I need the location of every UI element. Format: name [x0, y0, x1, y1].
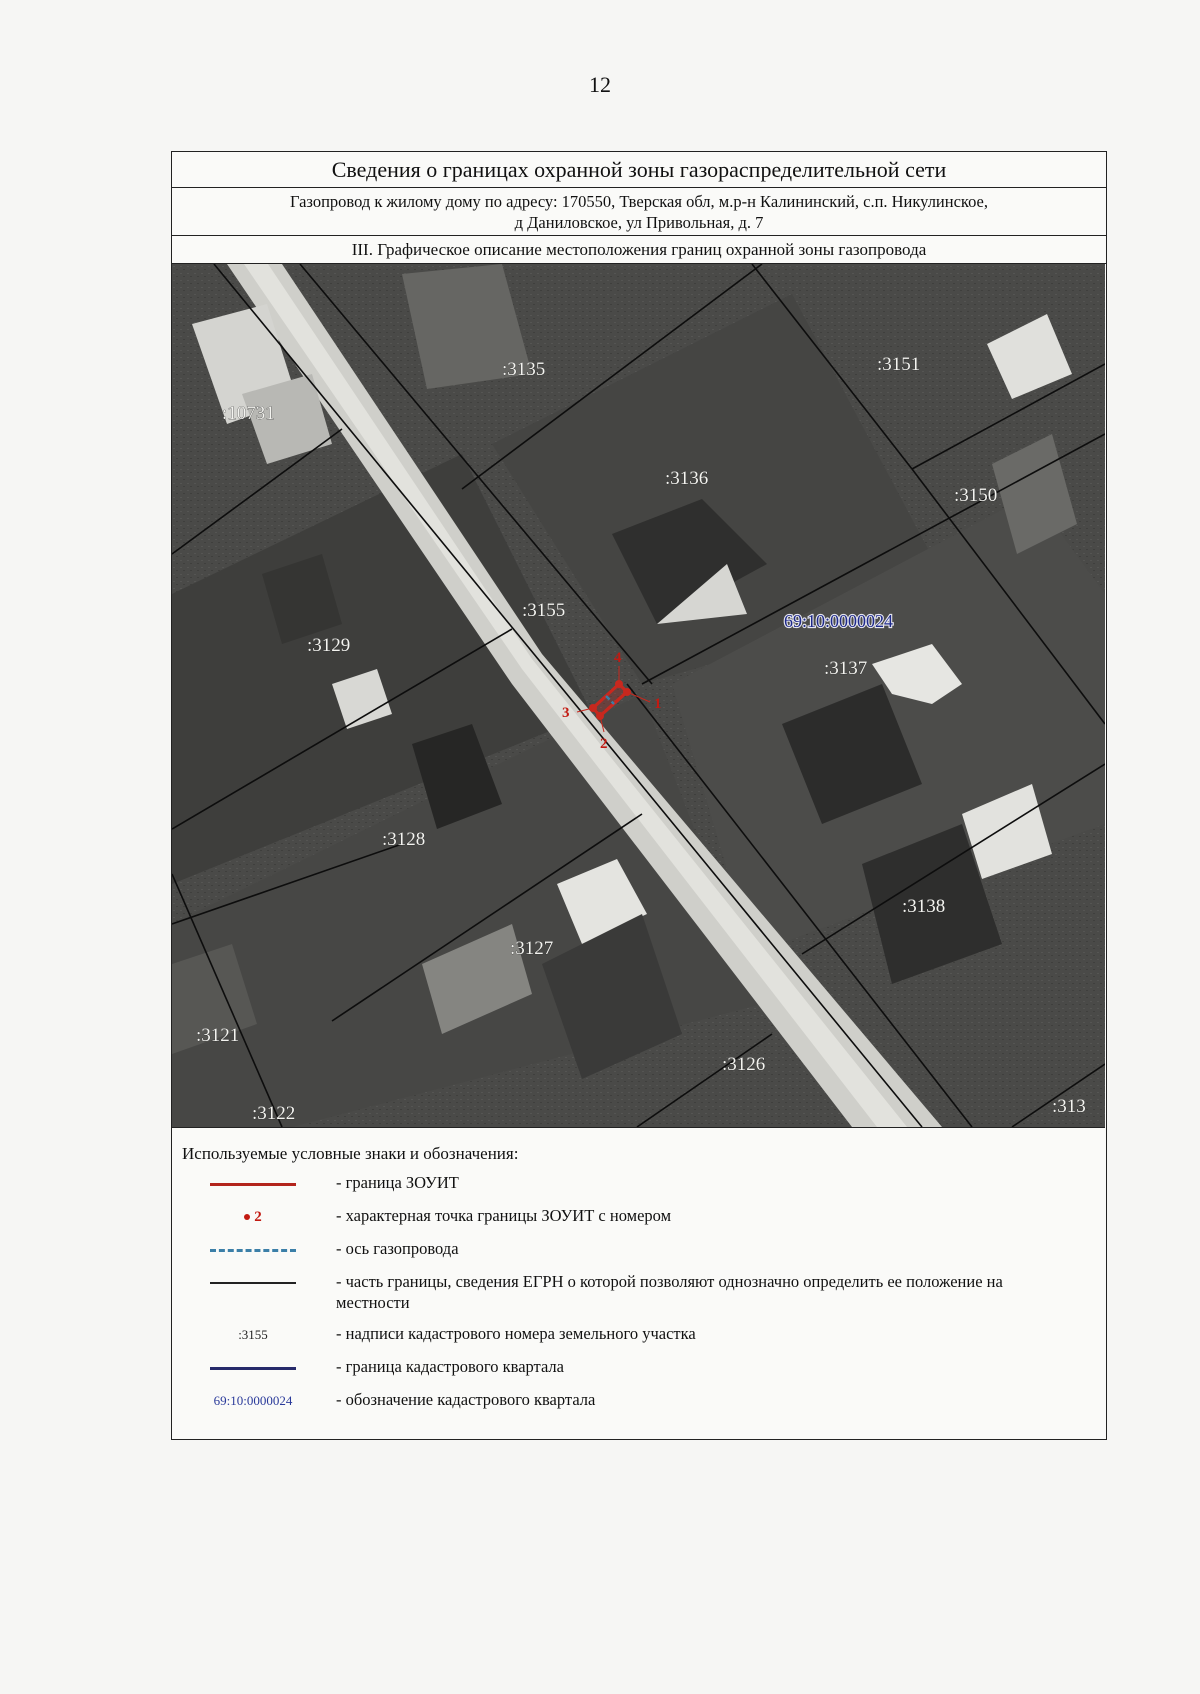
legend-text: - характерная точка границы ЗОУИТ с номером [336, 1206, 672, 1225]
legend-row-block-label [182, 1389, 1106, 1422]
legend-text: - граница ЗОУИТ [336, 1173, 459, 1192]
point-label-2: 2 [600, 736, 608, 752]
point-label-1: 1 [654, 696, 662, 712]
parcel-label-sample: :3155 [238, 1327, 268, 1342]
page-number: 12 [589, 72, 611, 97]
legend-text: - надписи кадастрового номера земельного участка [336, 1324, 696, 1343]
parcel-label: :3129 [307, 635, 351, 656]
legend-row-gas-axis [182, 1238, 1106, 1271]
legend-text: - граница кадастрового квартала [336, 1357, 564, 1376]
legend-row-block-boundary [182, 1356, 1106, 1389]
parcel-label: :313 [1052, 1096, 1086, 1117]
object-line-1: Газопровод к жилому дому по адресу: 170550, Тверская обл, м.р-н Калининский, с.п. Никулинское, [289, 192, 988, 211]
zone-point-symbol [182, 1205, 324, 1229]
parcel-label: :3137 [824, 658, 868, 679]
legend [172, 1128, 1106, 1422]
parcel-label-symbol [182, 1323, 324, 1347]
legend-text: - обозначение кадастрового квартала [336, 1390, 596, 1409]
gas-axis-symbol [182, 1238, 324, 1262]
block-boundary-symbol [182, 1356, 324, 1380]
parcel-label: :3150 [954, 485, 998, 506]
legend-row-egrn-boundary [182, 1271, 1106, 1323]
block-label-sample: 69:10:0000024 [213, 1393, 293, 1408]
map-view[interactable] [172, 264, 1105, 1128]
parcel-label: :3135 [502, 359, 546, 380]
section-title: III. Графическое описание местоположения границ охранной зоны газопровода [172, 236, 1106, 264]
parcel-label: :3128 [382, 829, 426, 850]
block-label-symbol [182, 1389, 324, 1413]
object-line-2: д Даниловское, ул Привольная, д. 7 [514, 213, 764, 232]
parcel-label: :3121 [196, 1025, 240, 1046]
parcel-label: :3138 [902, 896, 946, 917]
legend-row-parcel-label [182, 1323, 1106, 1356]
legend-text: - часть границы, сведения ЕГРН о которой позволяют однозначно определить ее положение на местности [336, 1272, 1003, 1312]
point-label-4: 4 [614, 650, 622, 666]
point-label-3: 3 [562, 705, 570, 721]
cadastral-block-label: 69:10:0000024 [784, 611, 894, 631]
legend-title: Используемые условные знаки и обозначения: [182, 1144, 519, 1163]
parcel-label: :3155 [522, 600, 566, 621]
map-canvas[interactable] [172, 264, 1105, 1127]
legend-row-zone-boundary [182, 1172, 1106, 1205]
zone-boundary-symbol [182, 1172, 324, 1196]
legend-text: - ось газопровода [336, 1239, 459, 1258]
sheet-title: Сведения о границах охранной зоны газораспределительной сети [172, 152, 1106, 188]
zone-info-sheet [171, 151, 1107, 1440]
parcel-label: :3151 [877, 354, 921, 375]
object-description [172, 188, 1106, 236]
point-number-sample: 2 [254, 1208, 262, 1225]
parcel-label: :3136 [665, 468, 709, 489]
parcel-label: :3122 [252, 1103, 296, 1124]
parcel-label: :3126 [722, 1054, 766, 1075]
point-dot-icon [244, 1214, 250, 1220]
parcel-label: :3127 [510, 938, 554, 959]
parcel-label: :10731 [222, 403, 275, 424]
legend-row-zone-point [182, 1205, 1106, 1238]
egrn-boundary-symbol [182, 1271, 324, 1295]
